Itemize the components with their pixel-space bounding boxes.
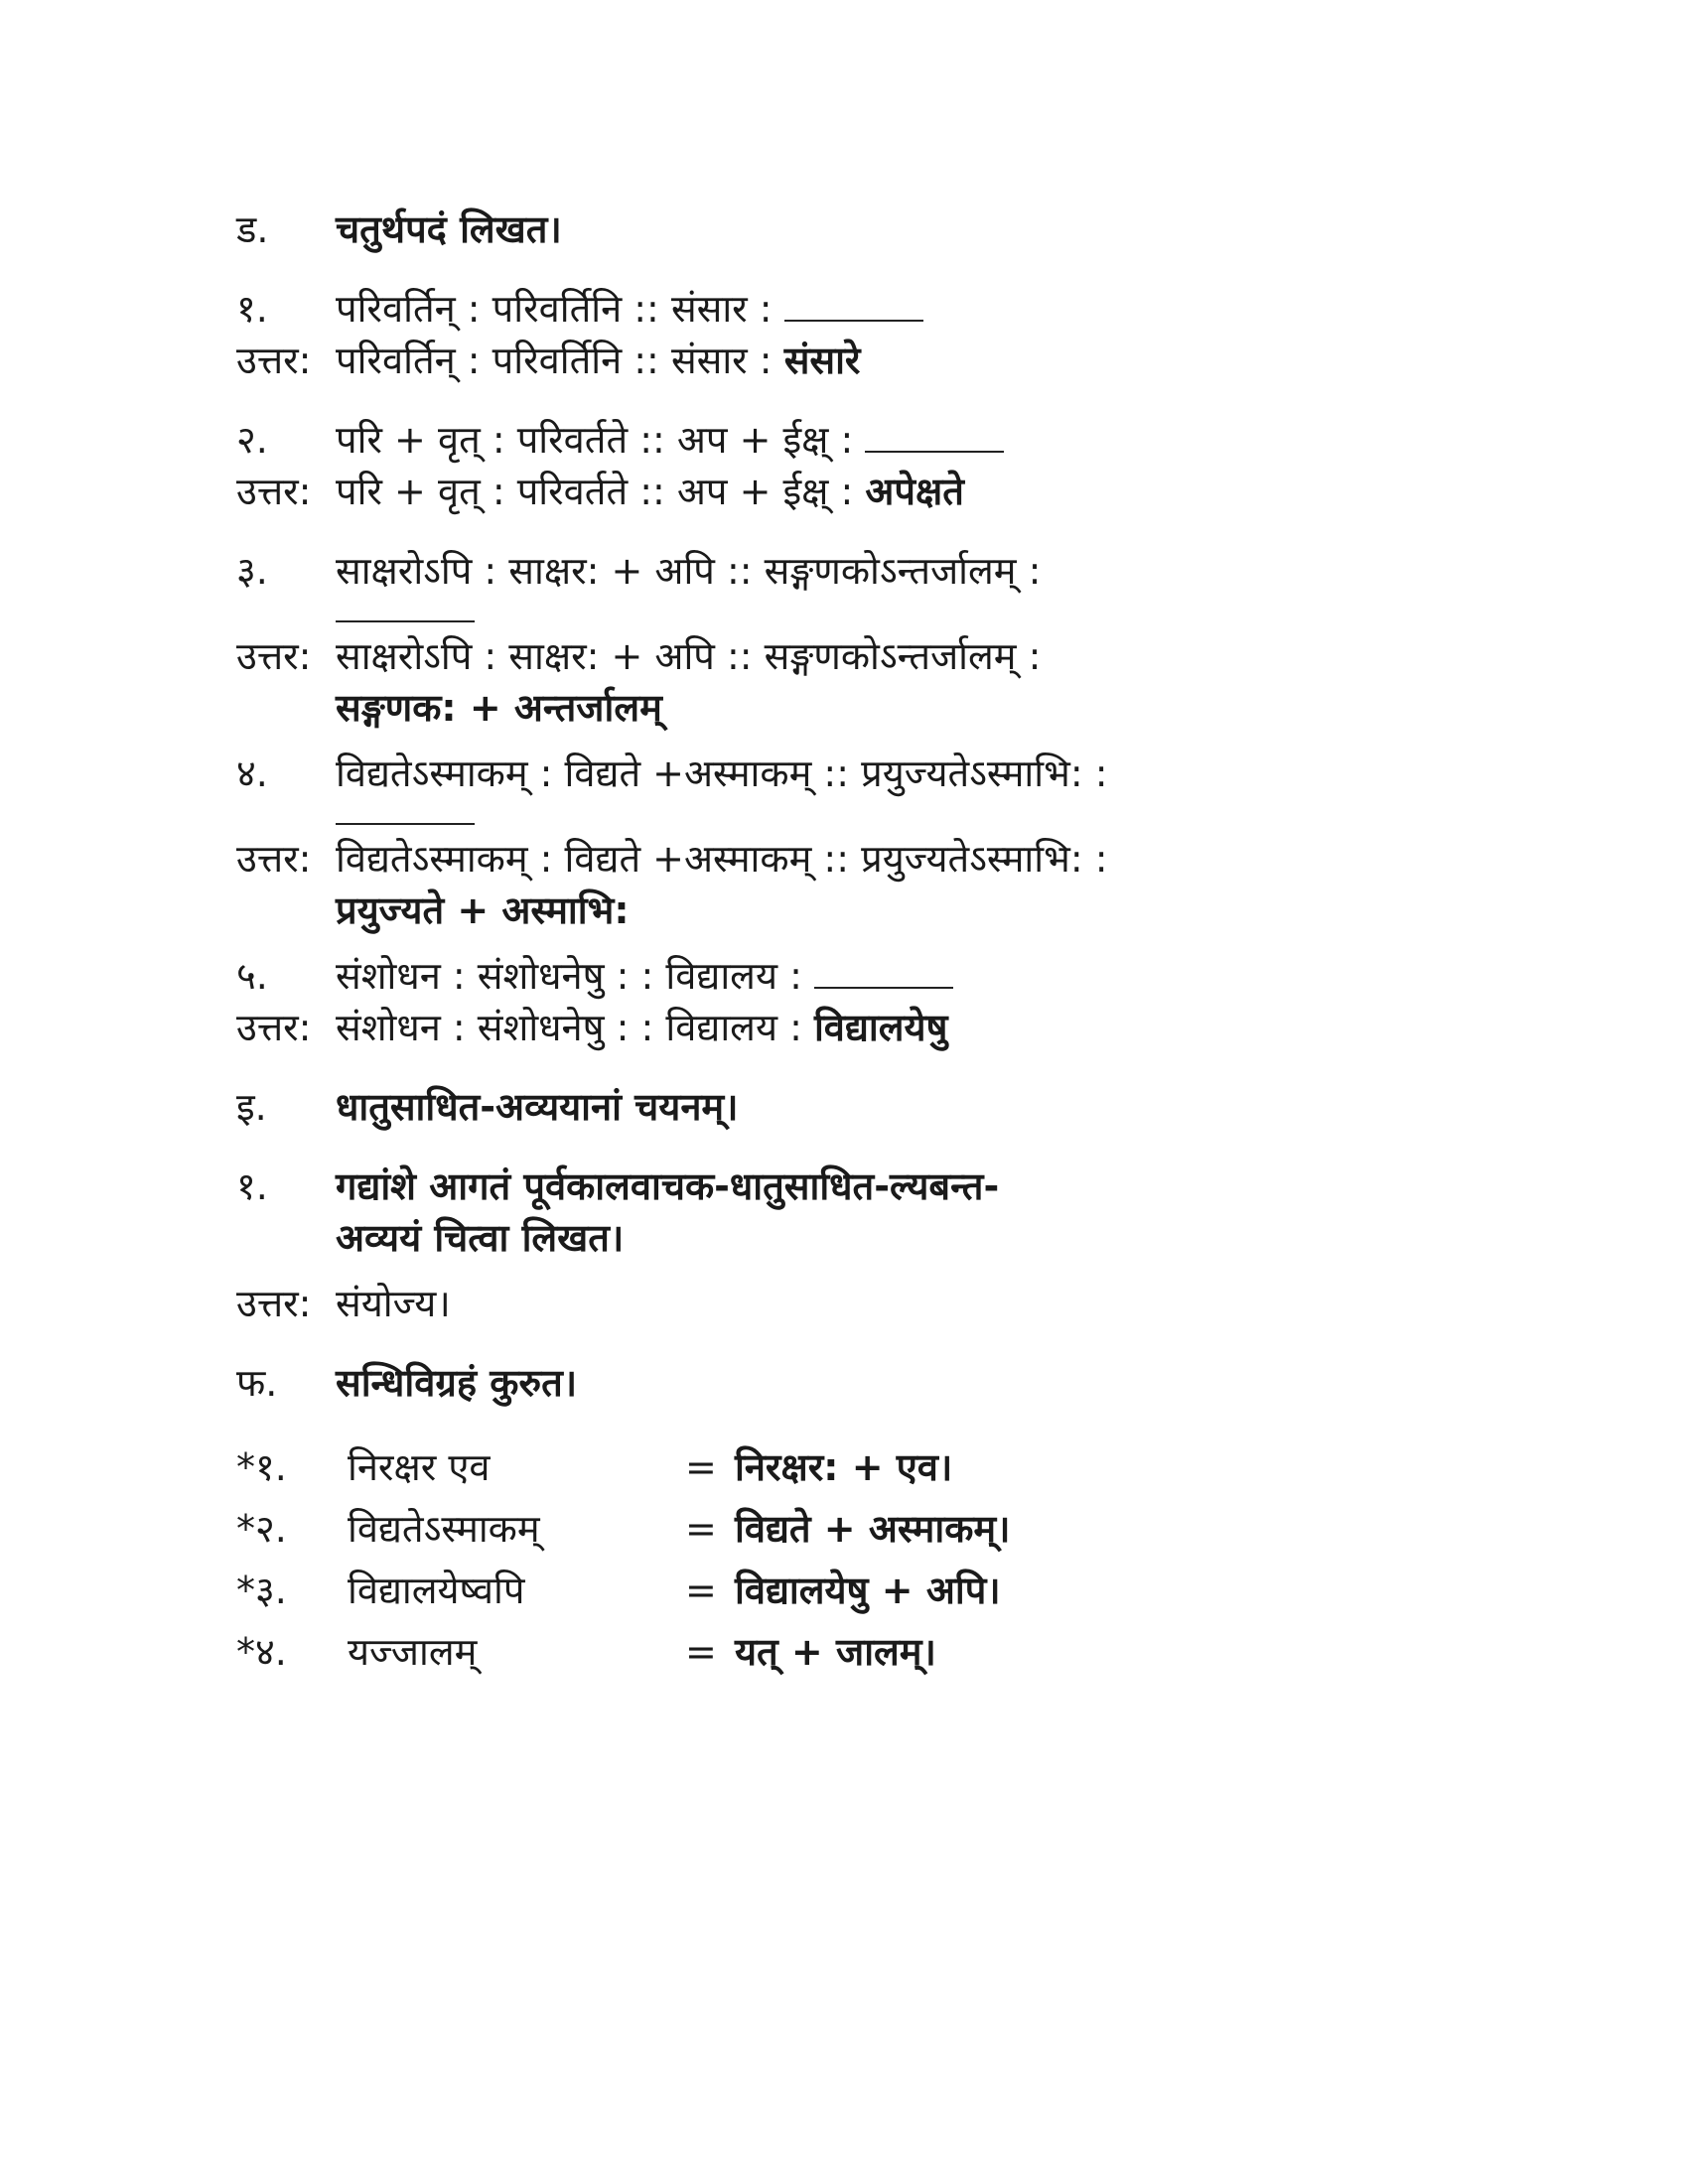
question-number: ३.	[236, 549, 268, 593]
sandhi-result: विद्यालयेषु + अपि।	[735, 1569, 1001, 1612]
question-number: २.	[236, 418, 268, 462]
section-f-marker: फ.	[236, 1361, 278, 1405]
answer-value: विद्यालयेषु	[813, 1006, 948, 1049]
sandhi-result: विद्यते + अस्माकम्।	[735, 1507, 1011, 1551]
answer-4	[236, 833, 1428, 885]
question-text: विद्यतेऽस्माकम् : विद्यते +अस्माकम् :: प्रयुज्यतेऽस्माभि: :	[336, 751, 1108, 795]
answer-value: अपेक्षते	[865, 470, 964, 513]
equals-sign: =	[685, 1630, 717, 1674]
section-e-heading	[236, 1081, 1428, 1133]
section-e-answer	[236, 1278, 1428, 1329]
section-f-title: सन्धिविग्रहं कुरुत।	[336, 1361, 578, 1405]
answer-value: संसारे	[783, 339, 861, 382]
sandhi-word: यज्जालम्	[348, 1630, 478, 1674]
answer-text: परि + वृत् : परिवर्तते :: अप + ईक्ष् :	[336, 470, 854, 513]
section-d-heading	[236, 204, 1428, 255]
question-text: संशोधन : संशोधनेषु : : विद्यालय :	[336, 954, 802, 998]
question-text: परिवर्तिन् : परिवर्तिनि :: संसार :	[336, 287, 773, 331]
answer-blank	[336, 601, 475, 622]
section-d-title: चतुर्थपदं लिखत।	[336, 207, 562, 251]
answer-label: उत्तर:	[236, 837, 312, 881]
answer-label: उत्तर:	[236, 470, 312, 513]
answer-text: साक्षरोऽपि : साक्षर: + अपि :: सङ्गणकोऽन्तर्जालम् :	[336, 634, 1042, 678]
question-text: साक्षरोऽपि : साक्षर: + अपि :: सङ्गणकोऽन्तर्जालम् :	[336, 549, 1042, 593]
answer-label: उत्तर:	[236, 339, 312, 382]
answer-4-value	[236, 885, 1428, 936]
sandhi-word: विद्यतेऽस्माकम्	[348, 1507, 540, 1551]
equals-sign: =	[685, 1569, 717, 1612]
question-3	[236, 545, 1428, 597]
equals-sign: =	[685, 1507, 717, 1551]
section-e-title: धातुसाधित-अव्ययानां चयनम्।	[336, 1085, 739, 1129]
sandhi-number: *१.	[236, 1445, 287, 1489]
section-f-heading	[236, 1357, 1428, 1409]
answer-3-value	[236, 682, 1428, 734]
answer-label: उत्तर:	[236, 1282, 312, 1325]
question-2	[236, 414, 1428, 466]
sandhi-number: *४.	[236, 1630, 287, 1674]
answer-value: सङ्गणक: + अन्तर्जालम्	[336, 686, 662, 730]
question-text-line2: अव्ययं चित्वा लिखत।	[336, 1216, 625, 1260]
question-5	[236, 950, 1428, 1002]
answer-1	[236, 335, 1428, 386]
sandhi-row-4	[236, 1621, 1428, 1683]
section-e-question	[236, 1160, 1428, 1212]
answer-label: उत्तर:	[236, 634, 312, 678]
question-4	[236, 748, 1428, 799]
sandhi-row-1	[236, 1436, 1428, 1498]
question-number: १.	[236, 1164, 268, 1208]
sandhi-word: निरक्षर एव	[348, 1445, 491, 1489]
answer-3	[236, 630, 1428, 682]
question-number: ४.	[236, 751, 268, 795]
answer-text: संशोधन : संशोधनेषु : : विद्यालय :	[336, 1006, 802, 1049]
answer-value: प्रयुज्यते + अस्माभि:	[336, 888, 630, 932]
answer-2	[236, 466, 1428, 517]
section-d-marker: ड.	[236, 207, 269, 251]
answer-blank	[865, 421, 1004, 453]
answer-text: परिवर्तिन् : परिवर्तिनि :: संसार :	[336, 339, 773, 382]
sandhi-row-3	[236, 1560, 1428, 1621]
question-number: ५.	[236, 954, 268, 998]
answer-text: संयोज्य।	[336, 1282, 451, 1325]
sandhi-row-2	[236, 1498, 1428, 1560]
question-number: १.	[236, 287, 268, 331]
section-e-question-cont	[236, 1212, 1428, 1264]
sandhi-result: यत् + जालम्।	[735, 1630, 936, 1674]
answer-label: उत्तर:	[236, 1006, 312, 1049]
answer-blank	[336, 803, 475, 825]
answer-blank	[784, 290, 923, 322]
answer-blank	[814, 957, 953, 989]
question-1	[236, 283, 1428, 335]
question-text-line1: गद्यांशे आगतं पूर्वकालवाचक-धातुसाधित-ल्यबन्त-	[336, 1164, 1000, 1208]
section-e-marker: इ.	[236, 1085, 267, 1129]
answer-text: विद्यतेऽस्माकम् : विद्यते +अस्माकम् :: प्रयुज्यतेऽस्माभि: :	[336, 837, 1108, 881]
question-text: परि + वृत् : परिवर्तते :: अप + ईक्ष् :	[336, 418, 854, 462]
equals-sign: =	[685, 1445, 717, 1489]
sandhi-word: विद्यालयेष्वपि	[348, 1569, 525, 1612]
sandhi-number: *३.	[236, 1569, 287, 1612]
answer-5	[236, 1002, 1428, 1053]
sandhi-result: निरक्षर: + एव।	[735, 1445, 953, 1489]
document-body	[236, 204, 1428, 1683]
sandhi-number: *२.	[236, 1507, 287, 1551]
